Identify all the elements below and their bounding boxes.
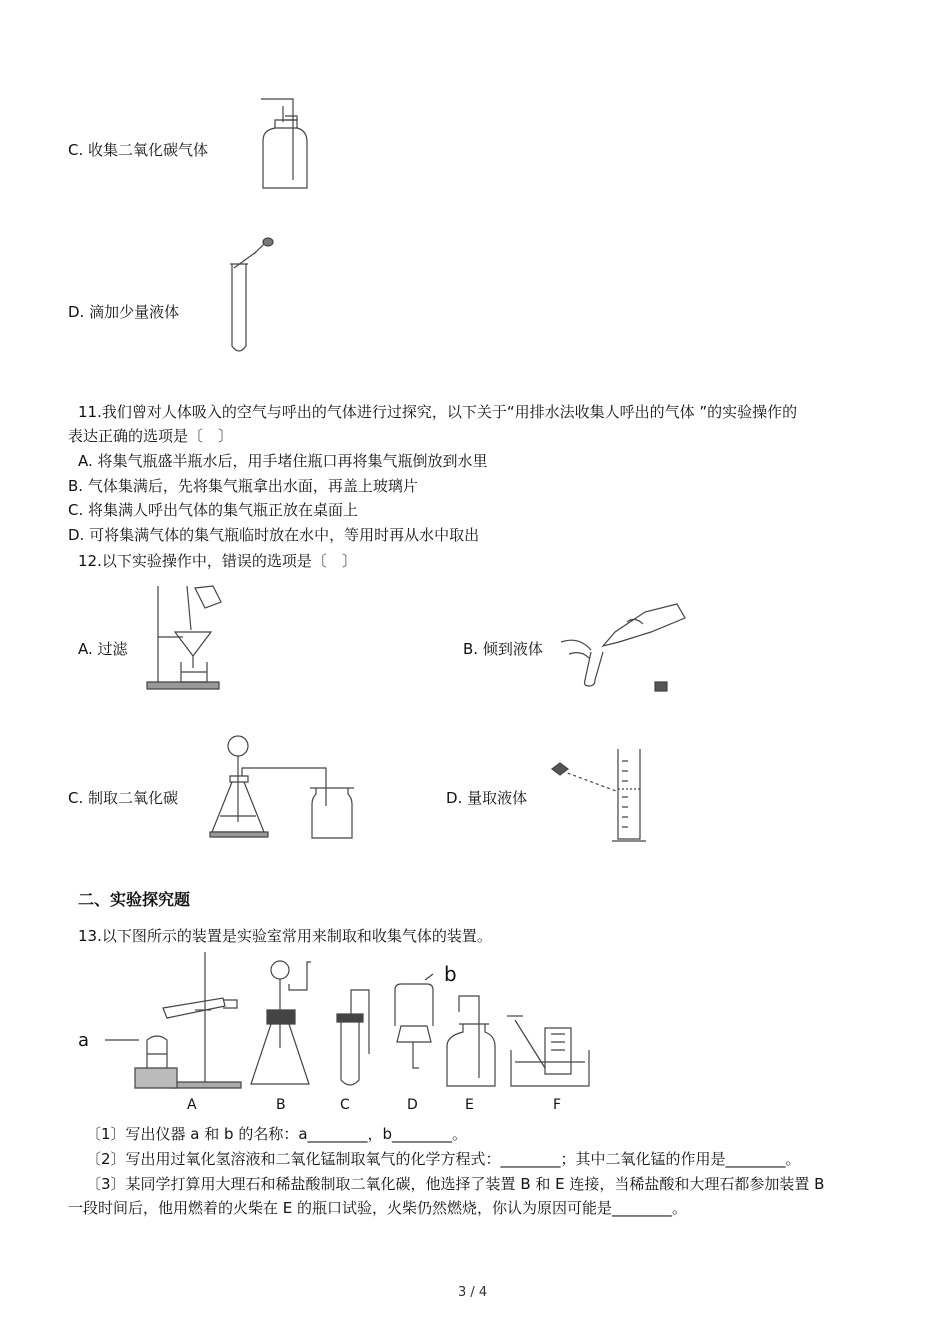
apparatus-label-b: B (276, 1097, 286, 1113)
apparatus-label-c: C (340, 1097, 350, 1113)
q13-stem: 13.以下图所示的装置是实验室常用来制取和收集气体的装置。 (78, 927, 492, 945)
co2-generation-figure (208, 732, 363, 844)
label-a: a (78, 1030, 90, 1051)
apparatus-label-d: D (407, 1097, 418, 1113)
q12-option-a: A. 过滤 (78, 640, 128, 658)
q11-option-d: D. 可将集满气体的集气瓶临时放在水中，等用时再从水中取出 (68, 526, 480, 544)
q12-option-d: D. 量取液体 (446, 789, 528, 807)
q12-option-b: B. 倾到液体 (463, 640, 543, 658)
option-c-text: C. 收集二氧化碳气体 (68, 141, 209, 159)
gas-collection-bottle-figure (255, 96, 315, 196)
apparatus-label-e: E (465, 1097, 474, 1113)
q11-stem-line2: 表达正确的选项是〔 〕 (68, 427, 234, 445)
q11-option-a: A. 将集气瓶盛半瓶水后，用手堵住瓶口再将集气瓶倒放到水里 (78, 452, 488, 470)
filtration-figure (143, 582, 225, 692)
q13-part-3-line2: 一段时间后，他用燃着的火柴在 E 的瓶口试验，火柴仍然燃烧，你认为原因可能是________。 (68, 1199, 688, 1217)
dropper-test-tube-figure (222, 234, 277, 356)
q11-stem-line1: 11.我们曾对人体吸入的空气与呼出的气体进行过探究，以下关于“用排水法收集人呼出的气体 ”的实验操作的 (78, 403, 798, 421)
option-d-text: D. 滴加少量液体 (68, 303, 180, 321)
measuring-cylinder-figure (548, 745, 663, 845)
q13-part-2: 〔2〕写出用过氧化氢溶液和二氧化锰制取氧气的化学方程式：________；其中二氧化锰的作用是________。 (86, 1150, 801, 1168)
q12-option-c: C. 制取二氧化碳 (68, 789, 179, 807)
page-number: 3 / 4 (458, 1285, 488, 1300)
section-2-heading: 二、实验探究题 (78, 890, 191, 909)
q12-stem: 12.以下实验操作中，错误的选项是〔 〕 (78, 552, 357, 570)
q11-option-c: C. 将集满人呼出气体的集气瓶正放在桌面上 (68, 501, 359, 519)
label-b: b (444, 962, 457, 986)
pouring-liquid-figure (555, 598, 690, 696)
q11-option-b: B. 气体集满后，先将集气瓶拿出水面，再盖上玻璃片 (68, 477, 418, 495)
apparatus-label-f: F (553, 1097, 562, 1113)
q13-part-3-line1: 〔3〕某同学打算用大理石和稀盐酸制取二氧化碳，他选择了装置 B 和 E 连接，当稀盐酸和大理石都参加装置 B (86, 1175, 825, 1193)
apparatus-label-a: A (187, 1097, 197, 1113)
apparatus-set-figure (75, 950, 615, 1120)
q13-part-1: 〔1〕写出仪器 a 和 b 的名称：a________，b________。 (86, 1125, 468, 1143)
